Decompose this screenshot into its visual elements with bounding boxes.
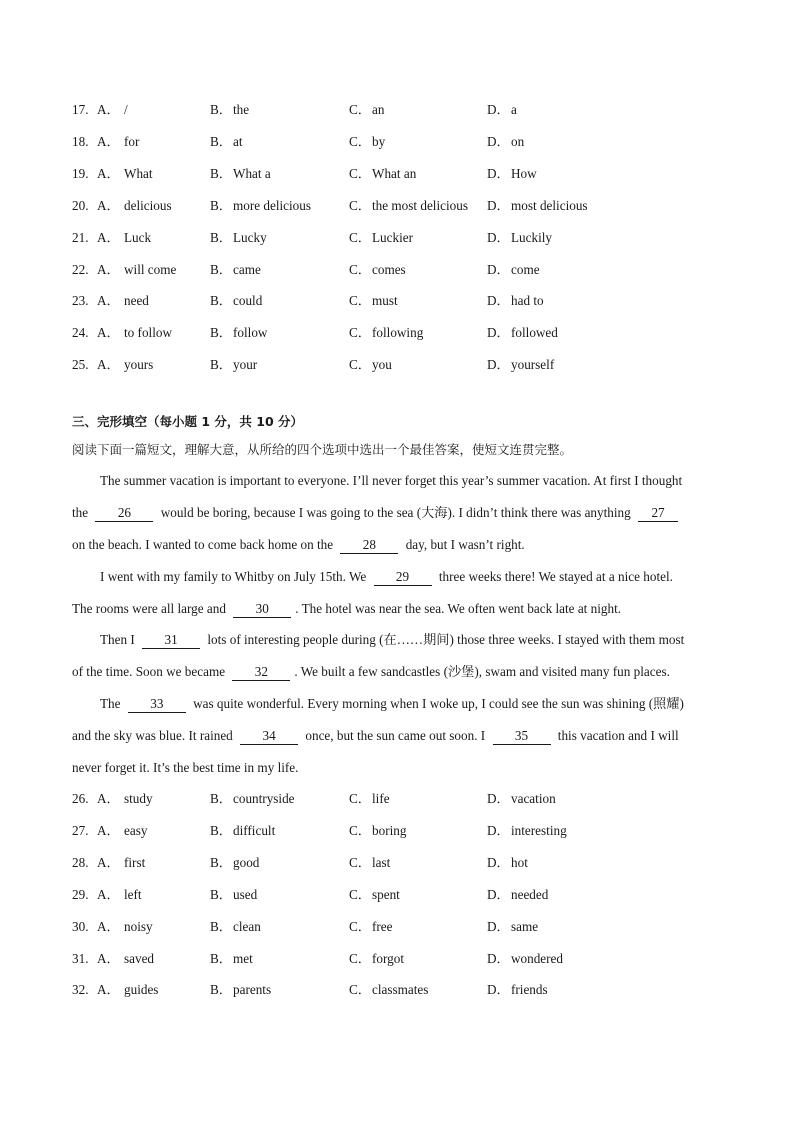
question-row	[0, 100, 794, 120]
option-c-letter: C．	[349, 102, 371, 117]
option-d: How	[511, 165, 537, 181]
blank-26: 26	[95, 505, 153, 522]
option-c: classmates	[372, 982, 429, 998]
option-d-letter: D．	[487, 918, 510, 934]
question-number: 32.	[72, 982, 89, 998]
option-d-letter: D．	[487, 197, 510, 213]
option-d-letter: D．	[487, 822, 510, 838]
option-a: for	[124, 133, 140, 149]
option-b: What a	[233, 165, 271, 181]
option-a: noisy	[124, 918, 153, 934]
option-d-letter: D．	[487, 229, 510, 245]
option-a: easy	[124, 822, 148, 838]
option-c: spent	[372, 886, 400, 902]
option-b: the	[233, 102, 250, 117]
passage-text: . The hotel was near the sea. We often went back late at night.	[295, 601, 622, 616]
option-d: come	[511, 261, 540, 277]
question-row	[0, 885, 794, 905]
question-row	[0, 917, 794, 937]
option-c-letter: C．	[349, 261, 371, 277]
option-a-letter: A．	[97, 133, 120, 149]
question-number: 30.	[72, 918, 89, 934]
question-row	[0, 132, 794, 152]
option-a: guides	[124, 982, 159, 998]
passage-text: The rooms were all large and	[72, 601, 226, 616]
option-b: Lucky	[233, 229, 267, 245]
option-a: first	[124, 854, 146, 870]
option-a: saved	[124, 950, 155, 966]
option-d: friends	[511, 982, 548, 998]
option-b-letter: B．	[210, 950, 232, 966]
question-number: 26.	[72, 791, 89, 806]
passage-line	[72, 661, 670, 683]
option-c: last	[372, 854, 391, 870]
option-b: met	[233, 950, 253, 966]
option-b-letter: B．	[210, 357, 232, 373]
question-number: 27.	[72, 822, 89, 838]
option-d: yourself	[511, 357, 555, 373]
option-d-letter: D．	[487, 950, 510, 966]
option-b: good	[233, 854, 260, 870]
option-c: boring	[372, 822, 407, 838]
option-a: Luck	[124, 229, 152, 245]
option-c-letter: C．	[349, 229, 371, 245]
question-number: 28.	[72, 854, 89, 870]
option-d: interesting	[511, 822, 567, 838]
option-c-letter: C．	[349, 357, 371, 373]
blank-35: 35	[493, 728, 551, 745]
option-d-letter: D．	[487, 886, 510, 902]
option-b: more delicious	[233, 197, 312, 213]
passage-text: was quite wonderful. Every morning when I woke up, I could see the sun was shining (照耀)	[193, 696, 684, 711]
option-c-letter: C．	[349, 293, 371, 309]
option-a-letter: A．	[97, 822, 120, 838]
option-b-letter: B．	[210, 133, 232, 149]
passage-line	[72, 725, 679, 747]
option-d: followed	[511, 325, 558, 341]
option-c-letter: C．	[349, 165, 371, 181]
option-b: used	[233, 886, 258, 902]
option-b-letter: B．	[210, 854, 232, 870]
option-c-letter: C．	[349, 886, 371, 902]
option-d: a	[511, 102, 517, 117]
option-a: will come	[124, 261, 177, 277]
section-instruction: 阅读下面一篇短文，理解大意，从所给的四个选项中选出一个最佳答案，使短文连贯完整。	[72, 442, 573, 457]
passage-line	[72, 757, 298, 779]
question-number: 23.	[72, 293, 89, 309]
option-d: hot	[511, 854, 528, 870]
option-a-letter: A．	[97, 791, 120, 806]
question-row	[0, 228, 794, 248]
passage-text: never forget it. It’s the best time in my life.	[72, 760, 299, 775]
question-row	[0, 164, 794, 184]
option-a: study	[124, 791, 153, 806]
option-d-letter: D．	[487, 102, 510, 117]
option-b: at	[233, 133, 243, 149]
blank-30: 30	[233, 601, 291, 618]
option-c: Luckier	[372, 229, 414, 245]
option-d-letter: D．	[487, 325, 510, 341]
blank-33: 33	[128, 696, 186, 713]
option-a-letter: A．	[97, 102, 120, 117]
option-b-letter: B．	[210, 822, 232, 838]
passage-text: . We built a few sandcastles (沙堡), swam and visited many fun places.	[294, 664, 670, 679]
option-c-letter: C．	[349, 854, 371, 870]
option-a-letter: A．	[97, 325, 120, 341]
passage-text: The	[100, 696, 121, 711]
option-c: by	[372, 133, 386, 149]
option-d-letter: D．	[487, 293, 510, 309]
passage-text: three weeks there! We stayed at a nice hotel.	[438, 569, 673, 584]
option-a-letter: A．	[97, 982, 120, 998]
passage-text: on the beach. I wanted to come back home on the	[72, 537, 334, 552]
passage-text: once, but the sun came out soon. I	[305, 728, 486, 743]
option-a: yours	[124, 357, 154, 373]
option-c: you	[372, 357, 392, 373]
question-number: 25.	[72, 357, 89, 373]
option-a: to follow	[124, 325, 172, 341]
option-d: on	[511, 133, 525, 149]
question-number: 19.	[72, 165, 89, 181]
option-c: comes	[372, 261, 406, 277]
option-c: life	[372, 791, 390, 806]
option-a-letter: A．	[97, 854, 120, 870]
option-c-letter: C．	[349, 325, 371, 341]
blank-31: 31	[142, 632, 200, 649]
option-a: left	[124, 886, 142, 902]
passage-text: this vacation and I will	[557, 728, 679, 743]
option-c-letter: C．	[349, 133, 371, 149]
question-number: 18.	[72, 133, 89, 149]
option-b-letter: B．	[210, 791, 232, 806]
passage-line	[100, 470, 682, 492]
option-d-letter: D．	[487, 791, 510, 806]
passage-line	[100, 566, 673, 588]
option-a-letter: A．	[97, 918, 120, 934]
option-c: the most delicious	[372, 197, 468, 213]
question-row	[0, 980, 794, 1000]
option-a-letter: A．	[97, 886, 120, 902]
option-d: vacation	[511, 791, 556, 806]
passage-text: would be boring, because I was going to the sea (大海). I didn’t think there was anything	[160, 505, 631, 520]
option-d: had to	[511, 293, 544, 309]
option-c-letter: C．	[349, 197, 371, 213]
blank-32: 32	[232, 664, 290, 681]
question-number: 21.	[72, 229, 89, 245]
question-number: 24.	[72, 325, 89, 341]
option-c-letter: C．	[349, 822, 371, 838]
option-a-letter: A．	[97, 261, 120, 277]
question-row	[0, 789, 794, 809]
option-d-letter: D．	[487, 982, 510, 998]
option-d: most delicious	[511, 197, 588, 213]
option-b-letter: B．	[210, 325, 232, 341]
question-row	[0, 853, 794, 873]
option-a: What	[124, 165, 153, 181]
section-title: 三、完形填空（每小题 1 分，共 10 分）	[72, 414, 304, 429]
option-a-letter: A．	[97, 229, 120, 245]
blank-29: 29	[374, 569, 432, 586]
question-row	[0, 821, 794, 841]
option-b: parents	[233, 982, 272, 998]
option-c: following	[372, 325, 424, 341]
question-row	[0, 949, 794, 969]
option-c: an	[372, 102, 385, 117]
option-b-letter: B．	[210, 261, 232, 277]
question-number: 22.	[72, 261, 89, 277]
option-c: What an	[372, 165, 417, 181]
option-b: came	[233, 261, 261, 277]
question-number: 20.	[72, 197, 89, 213]
passage-text: The summer vacation is important to everyone. I’ll never forget this year’s summer vacation. At first I thought	[100, 473, 683, 488]
option-b-letter: B．	[210, 102, 232, 117]
question-row	[0, 291, 794, 311]
passage-line	[100, 693, 684, 715]
option-b-letter: B．	[210, 886, 232, 902]
option-d-letter: D．	[487, 854, 510, 870]
option-d-letter: D．	[487, 165, 510, 181]
option-a-letter: A．	[97, 293, 120, 309]
option-c: free	[372, 918, 393, 934]
option-a: delicious	[124, 197, 172, 213]
passage-text: I went with my family to Whitby on July 15th. We	[100, 569, 367, 584]
question-row	[0, 355, 794, 375]
option-b-letter: B．	[210, 293, 232, 309]
passage-text: lots of interesting people during (在……期间) those three weeks. I stayed with them most	[207, 632, 685, 647]
option-d-letter: D．	[487, 357, 510, 373]
passage-text: day, but I wasn’t right.	[405, 537, 525, 552]
option-c: forgot	[372, 950, 404, 966]
passage-text: Then I	[100, 632, 135, 647]
option-b: follow	[233, 325, 268, 341]
question-number: 31.	[72, 950, 89, 966]
option-b-letter: B．	[210, 197, 232, 213]
question-number: 17.	[72, 102, 89, 117]
option-d: needed	[511, 886, 549, 902]
option-a-letter: A．	[97, 950, 120, 966]
passage-text: of the time. Soon we became	[72, 664, 226, 679]
option-b: difficult	[233, 822, 276, 838]
option-a: /	[124, 102, 128, 117]
passage-line	[72, 598, 621, 620]
question-row	[0, 260, 794, 280]
blank-28: 28	[340, 537, 398, 554]
blank-34: 34	[240, 728, 298, 745]
question-number: 29.	[72, 886, 89, 902]
option-c: must	[372, 293, 398, 309]
option-d: Luckily	[511, 229, 553, 245]
option-a-letter: A．	[97, 357, 120, 373]
option-c-letter: C．	[349, 982, 371, 998]
passage-line	[72, 534, 525, 556]
option-b: clean	[233, 918, 261, 934]
option-b-letter: B．	[210, 229, 232, 245]
option-b-letter: B．	[210, 918, 232, 934]
option-b: countryside	[233, 791, 295, 806]
blank-27: 27	[638, 505, 678, 522]
option-a-letter: A．	[97, 165, 120, 181]
option-a-letter: A．	[97, 197, 120, 213]
option-b: could	[233, 293, 263, 309]
option-c-letter: C．	[349, 950, 371, 966]
option-b-letter: B．	[210, 165, 232, 181]
option-b-letter: B．	[210, 982, 232, 998]
passage-text: and the sky was blue. It rained	[72, 728, 233, 743]
option-d-letter: D．	[487, 133, 510, 149]
passage-line	[72, 502, 682, 524]
option-d: wondered	[511, 950, 563, 966]
option-b: your	[233, 357, 258, 373]
option-c-letter: C．	[349, 791, 371, 806]
option-a: need	[124, 293, 149, 309]
option-d: same	[511, 918, 539, 934]
question-row	[0, 196, 794, 216]
option-d-letter: D．	[487, 261, 510, 277]
passage-text: the	[72, 505, 89, 520]
question-row	[0, 323, 794, 343]
passage-line	[100, 629, 684, 651]
option-c-letter: C．	[349, 918, 371, 934]
